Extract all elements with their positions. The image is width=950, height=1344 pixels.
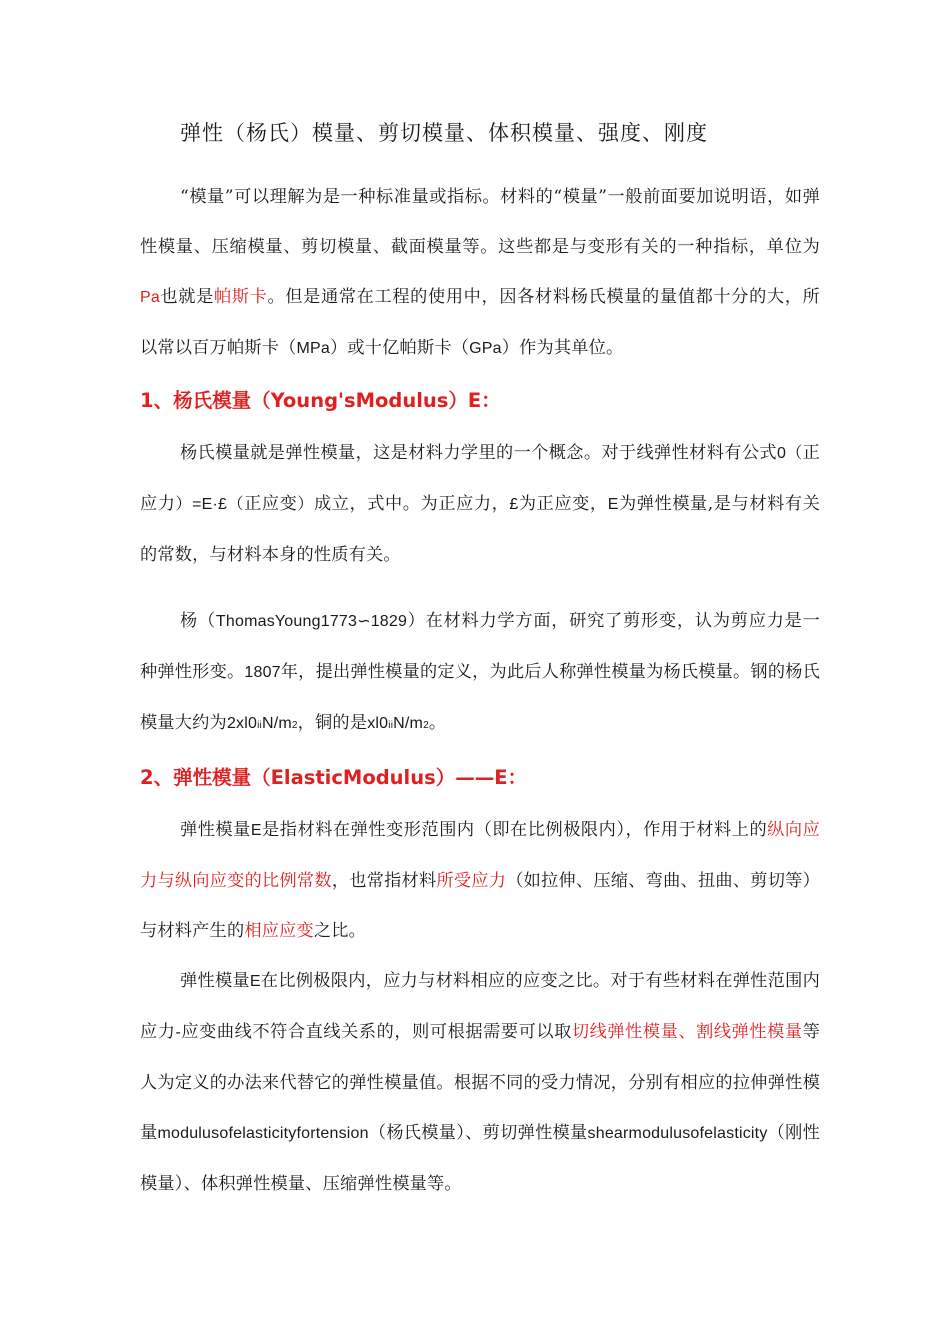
s2p2-text-1: 弹性模量 — [180, 971, 250, 991]
elastic-modulus-paragraph-2 — [140, 956, 820, 1209]
s2p1-highlight-2: 所受应力 — [436, 871, 507, 891]
s1p2-text-4: ，铜的是 — [297, 713, 368, 733]
s2p2-text-4: 等人为定义的办法来代替它的弹性模量值。根据不同的受力情况，分别有相应的拉伸弹性模量 — [140, 1022, 820, 1143]
s2p1-text-1: 弹性模量 — [180, 820, 251, 840]
s2p2-en-term-1: modulusofelasticityfortension — [157, 1125, 369, 1142]
s1p2-year: 1807 — [244, 664, 281, 681]
section1-heading-en: Young'sModulus）E： — [270, 389, 501, 412]
s2p2-text-6: （刚性模量）、体积弹性模量、压缩弹性模量等。 — [140, 1123, 820, 1194]
intro-text-1: “模量”可以理解为是一种标准量或指标。材料的“模量”一般前面要加说明语，如弹性模量、压缩模量、剪切模量、截面模量等。这些都是与变形有关的一种指标，单位为 — [140, 187, 820, 257]
s1p1-formula-4: £ — [509, 496, 519, 513]
s1p1-formula-5: E — [607, 496, 619, 513]
intro-text-4: ）或十亿帕斯卡（ — [330, 338, 470, 358]
s1p2-copper-unit: N/m — [393, 715, 424, 732]
intro-text-2: 也就是 — [159, 287, 214, 307]
s1p1-text-5: 为正应变， — [518, 494, 608, 514]
thomas-young-paragraph — [140, 596, 820, 751]
s1p2-text-3: 年，提出弹性模量的定义，为此后人称弹性模量为杨氏模量。钢的杨氏模量大约为 — [140, 662, 821, 733]
intro-paragraph — [140, 172, 820, 374]
section2-heading-cn: 2、弹性模量（ — [140, 766, 271, 789]
mpa-unit: MPa — [296, 340, 330, 357]
s1p2-steel-unit-exp: 2 — [291, 720, 298, 731]
page-title: 弹性（杨氏）模量、剪切模量、体积模量、强度、刚度 — [180, 121, 708, 145]
s2p1-text-2: 是指材料在弹性变形范围内（即在比例极限内），作用于材料上的 — [261, 820, 768, 840]
s2p1-highlight-3: 相应应变 — [244, 921, 314, 941]
s1p2-text-2: ）在材料力学方面，研究了剪形变，认为剪应力是一种弹性形变。 — [140, 611, 820, 682]
s1p1-text-3: 正应变 — [244, 494, 298, 514]
s1p1-formula-1: 0（ — [776, 445, 803, 462]
s2p2-en-term-2: shearmodulusofelasticity — [587, 1125, 768, 1142]
s2p2-dash: - — [175, 1024, 182, 1041]
intro-text-5: ）作为其单位。 — [501, 338, 624, 358]
s1p2-text-1: 杨（ — [180, 611, 216, 631]
pascal-term: 帕斯卡 — [213, 287, 268, 307]
s2p2-e-symbol: E — [249, 973, 261, 990]
document-body — [140, 108, 820, 1209]
s2p2-text-3: 应变曲线不符合直线关系的，则可根据需要可以取 — [181, 1022, 572, 1042]
s2p1-text-4: （如拉伸、压缩、弯曲、扭曲、剪切等）与材料产生的 — [140, 871, 820, 941]
s1p2-copper-value: xl0 — [367, 715, 389, 732]
s2p1-highlight-1: 纵向应力与纵向应变的比例常数 — [140, 820, 820, 891]
s1p1-text-1: 杨氏模量就是弹性模量，这是材料力学里的一个概念。对于线弹性材料有公式 — [180, 443, 777, 463]
youngs-modulus-paragraph — [140, 428, 820, 580]
s2p2-highlight-1: 切线弹性模量、割线弹性模量 — [571, 1022, 803, 1042]
s2p2-text-2: 在比例极限内，应力与材料相应的应变之比。对于有些材料在弹性范围内应力 — [140, 971, 820, 1042]
s1p2-steel-value: 2xl0 — [226, 715, 258, 732]
section-heading-youngs-modulus — [140, 374, 820, 428]
elastic-modulus-paragraph-1 — [140, 805, 820, 956]
s1p1-text-6: 为弹性模量,是与材料有关的常数，与材料本身的性质有关。 — [140, 494, 820, 565]
s2p1-text-3: ，也常指材料 — [331, 871, 437, 891]
section1-heading-cn: 1、杨氏模量（ — [140, 389, 271, 412]
s1p2-text-5: 。 — [428, 713, 447, 733]
gpa-unit: GPa — [469, 340, 502, 357]
s2p1-text-5: 之比。 — [313, 921, 367, 941]
s1p2-steel-exp: ii — [257, 720, 262, 731]
s1p1-formula-3: ） — [297, 496, 314, 513]
s1p2-steel-unit: N/m — [261, 715, 292, 732]
s2p2-text-5: （杨氏模量）、剪切弹性模量 — [368, 1123, 588, 1143]
s1p1-formula-2: ）=E·£（ — [175, 496, 245, 513]
s1p2-name: ThomasYoung1773∽1829 — [215, 613, 408, 630]
s1p1-text-2: 正应力 — [140, 443, 820, 514]
pa-unit: Pa — [140, 289, 160, 306]
s1p2-copper-unit-exp: 2 — [423, 720, 429, 731]
section2-heading-en: ElasticModulus）——E： — [270, 766, 528, 789]
section-heading-elastic-modulus — [140, 751, 820, 805]
s2p1-e-symbol: E — [250, 822, 262, 839]
s1p1-text-4: 成立，式中。为正应力， — [313, 494, 510, 514]
s1p2-copper-exp: ii — [388, 720, 394, 731]
intro-text-3: 。但是通常在工程的使用中，因各材料杨氏模量的量值都十分的大，所以常以百万帕斯卡（ — [140, 287, 820, 358]
